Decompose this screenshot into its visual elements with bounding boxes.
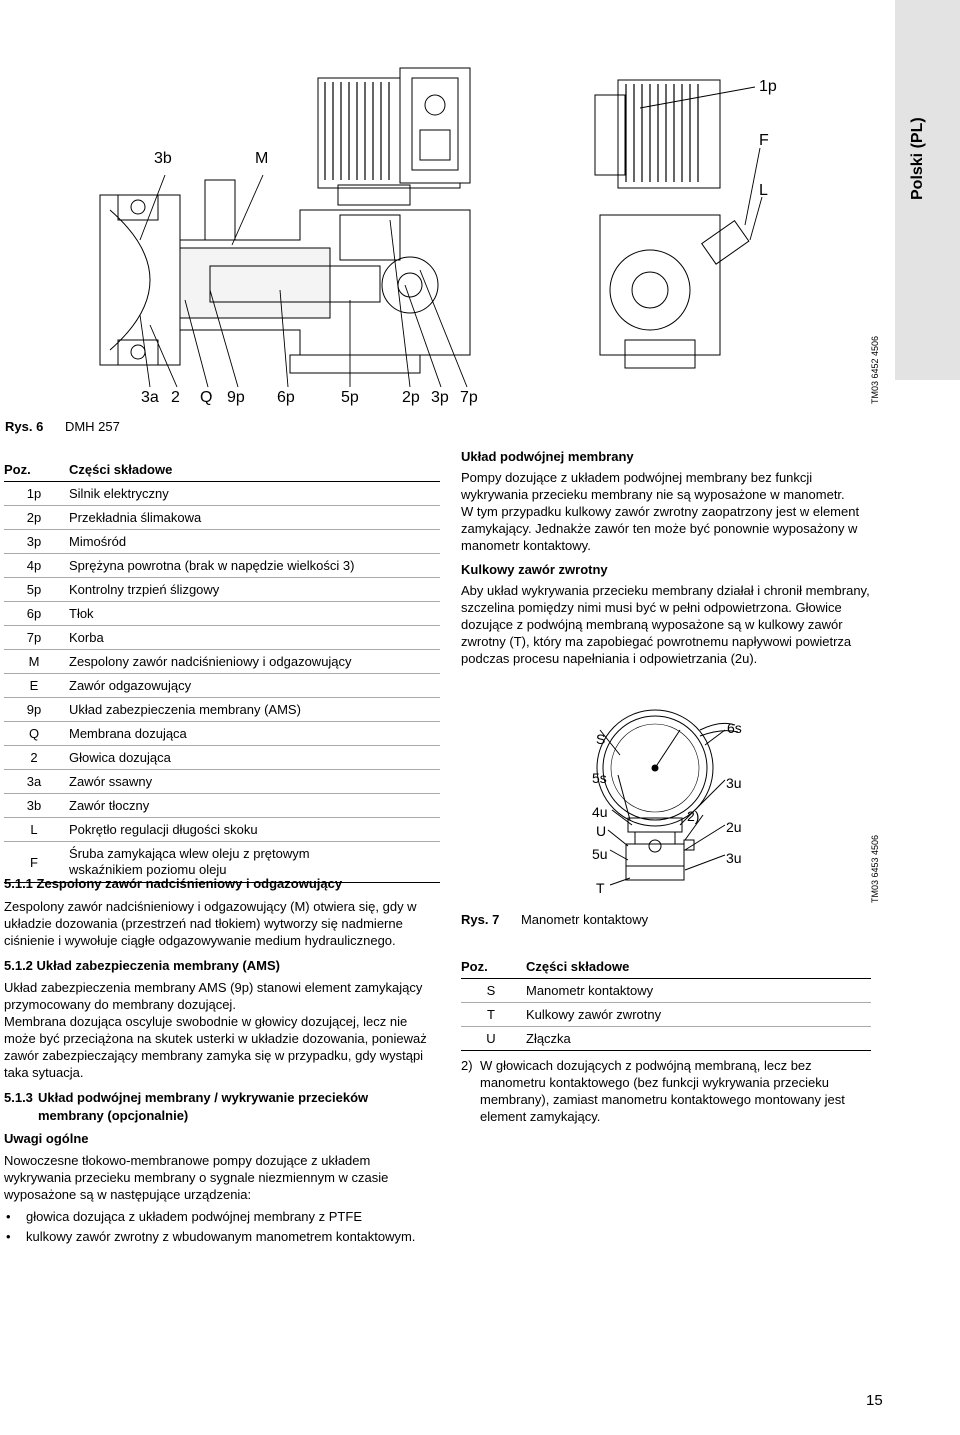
page-number: 15 — [866, 1392, 883, 1409]
fig7-caption-number: Rys. 7 — [461, 912, 500, 927]
fig7-label: 5u — [592, 846, 608, 862]
sub-heading: Kulkowy zawór zwrotny — [461, 562, 608, 577]
cell-pos: L — [4, 818, 64, 842]
fig6-label: 5p — [341, 389, 359, 406]
table-row — [4, 818, 440, 842]
table-row — [4, 626, 440, 650]
table-row — [4, 530, 440, 554]
section-number: 5.1.3 — [4, 1090, 33, 1105]
table-row — [461, 1027, 871, 1051]
list-item: • kulkowy zawór zwrotny z wbudowanym manometrem kontaktowym. — [4, 1228, 440, 1245]
fig7-caption — [461, 912, 648, 927]
section-heading: Układ podwójnej membrany — [461, 449, 634, 464]
fig7-label: T — [596, 880, 605, 896]
fig7-label: 4u — [592, 804, 608, 820]
cell-pos: 7p — [4, 626, 64, 650]
cell-pos: U — [461, 1027, 521, 1051]
cell-desc: Zawór tłoczny — [64, 794, 440, 818]
cell-desc: Tłok — [64, 602, 440, 626]
paragraph: Aby układ wykrywania przecieku membrany działał i chronił membrany, szczelina pomiędzy nimi musi być w pełni odpowietrzona. Głowice dozujące z podwójną membraną wyposażone są w kulkowy zawór zwrotny (T), który ma zapobiegać powrotnemu napływowi powietrza podczas procesu napełniania i odpowietrzania (2u). — [461, 583, 870, 666]
cell-pos: 2p — [4, 506, 64, 530]
table-header-pos: Poz. — [461, 955, 521, 979]
cell-pos: 2 — [4, 746, 64, 770]
cell-desc: Pokrętło regulacji długości skoku — [64, 818, 440, 842]
fig7-tm-code: TM03 6453 4506 — [870, 834, 880, 903]
cell-pos: 3p — [4, 530, 64, 554]
table-row — [4, 482, 440, 506]
cell-pos: F — [4, 842, 64, 883]
cell-desc: Układ zabezpieczenia membrany (AMS) — [64, 698, 440, 722]
table-row — [4, 746, 440, 770]
table-row — [4, 602, 440, 626]
cell-desc: Korba — [64, 626, 440, 650]
cell-desc: Kulkowy zawór zwrotny — [521, 1003, 871, 1027]
paragraph: Układ zabezpieczenia membrany AMS (9p) stanowi element zamykający przymocowany do membrany dozującej. — [4, 980, 423, 1012]
fig6-label: 3a — [141, 389, 159, 406]
fig7-label: 3u — [726, 850, 742, 866]
fig6-caption — [5, 419, 120, 434]
table-row — [4, 674, 440, 698]
paragraph: Nowoczesne tłokowo-membranowe pompy dozujące z układem wykrywania przecieku membrany o sygnale niezmiennym w czasie wyposażone są w następujące urządzenia: — [4, 1153, 389, 1202]
cell-pos: Q — [4, 722, 64, 746]
fig6-tm-code: TM03 6452 4506 — [870, 335, 880, 404]
fig6-caption-number: Rys. 6 — [5, 419, 44, 434]
fig6-label: 9p — [227, 389, 245, 406]
fig6-caption-text: DMH 257 — [64, 419, 120, 434]
right-text-column — [461, 449, 871, 667]
section-heading: 5.1.1 Zespolony zawór nadciśnieniowy i odgazowujący — [4, 876, 343, 891]
left-text-column — [4, 876, 440, 1245]
table-header-row — [4, 458, 440, 482]
table-header-row — [461, 955, 871, 979]
fig6-label: F — [759, 132, 769, 149]
fig6-label: Q — [200, 389, 213, 406]
fig6-label: M — [255, 150, 269, 167]
cell-desc: Głowica dozująca — [64, 746, 440, 770]
section-heading: membrany (opcjonalnie) — [38, 1108, 189, 1123]
cell-desc: Zawór ssawny — [64, 770, 440, 794]
cell-desc: Manometr kontaktowy — [521, 979, 871, 1003]
cell-pos: S — [461, 979, 521, 1003]
cell-desc: Zawór odgazowujący — [64, 674, 440, 698]
cell-desc: Kontrolny trzpień ślizgowy — [64, 578, 440, 602]
fig6-label: L — [759, 182, 768, 199]
cell-desc: Mimośród — [64, 530, 440, 554]
table-header-desc: Części składowe — [521, 955, 871, 979]
cell-pos: M — [4, 650, 64, 674]
cell-desc: Silnik elektryczny — [64, 482, 440, 506]
contact-manometer-drawing — [560, 700, 820, 900]
footnote-text: W głowicach dozujących z podwójną membraną, lecz bez manometru kontaktowego (bez funkcji wykrywania przecieku membrany), zamiast manometru kontaktowego montowany jest element zamykający. — [480, 1058, 845, 1124]
fig7-label: 6s — [727, 720, 742, 736]
fig6-label: 3p — [431, 389, 449, 406]
table-row — [461, 1003, 871, 1027]
paragraph: Pompy dozujące z układem podwójnej membrany bez funkcji wykrywania przecieku membrany nie są wyposażone w manometr. — [461, 470, 845, 502]
parts-table — [4, 458, 440, 883]
table-row — [461, 979, 871, 1003]
table-row — [4, 554, 440, 578]
section-heading-block — [4, 1090, 440, 1123]
fig7-label: 2u — [726, 819, 742, 835]
footnote-number: 2) — [461, 1058, 473, 1073]
fig6-label: 3b — [154, 150, 172, 167]
footnote — [461, 1057, 871, 1125]
table-row — [4, 506, 440, 530]
sub-heading: Uwagi ogólne — [4, 1131, 89, 1146]
cell-desc: Złączka — [521, 1027, 871, 1051]
language-tab — [895, 0, 960, 380]
section-heading: Układ podwójnej membrany / wykrywanie przecieków — [38, 1090, 369, 1105]
fig7-caption-text: Manometr kontaktowy — [520, 912, 649, 927]
pump-cross-section-drawing — [0, 0, 900, 420]
table-row — [4, 698, 440, 722]
fig6-label: 2p — [402, 389, 420, 406]
table-row — [4, 770, 440, 794]
list-item: • głowica dozująca z układem podwójnej membrany z PTFE — [4, 1208, 440, 1225]
fig7-label: 5s — [592, 770, 607, 786]
fig6-label: 2 — [171, 389, 180, 406]
cell-pos: T — [461, 1003, 521, 1027]
cell-pos: 6p — [4, 602, 64, 626]
fig7-label: 3u — [726, 775, 742, 791]
cell-desc: Przekładnia ślimakowa — [64, 506, 440, 530]
fig7-label: U — [596, 823, 607, 839]
cell-pos: 1p — [4, 482, 64, 506]
table-header-desc: Części składowe — [64, 458, 440, 482]
cell-desc: Zespolony zawór nadciśnieniowy i odgazowujący — [64, 650, 440, 674]
cell-desc: Sprężyna powrotna (brak w napędzie wielkości 3) — [64, 554, 440, 578]
cell-pos: E — [4, 674, 64, 698]
cell-pos: 3b — [4, 794, 64, 818]
table-row — [4, 578, 440, 602]
bullet-list — [4, 1208, 440, 1245]
fig6-label: 7p — [460, 389, 478, 406]
cell-pos: 9p — [4, 698, 64, 722]
cell-desc: Śruba zamykająca wlew oleju z prętowym wskaźnikiem poziomu oleju — [64, 842, 440, 883]
section-heading: 5.1.2 Układ zabezpieczenia membrany (AMS) — [4, 958, 280, 973]
fig6-label: 1p — [759, 78, 777, 95]
table-row — [4, 794, 440, 818]
manometer-parts-table — [461, 955, 871, 1051]
table-row — [4, 650, 440, 674]
table-header-pos: Poz. — [4, 458, 64, 482]
fig7-label: S — [596, 731, 606, 747]
paragraph: Membrana dozująca oscyluje swobodnie w głowicy dozującej, lecz nie może być przeciążona na skutek usterki w układzie dozowania, ponieważ zawór zabezpieczający membrany zamyka się w przypadku, gdy wystąpi taka sytuacja. — [4, 1014, 427, 1080]
cell-pos: 3a — [4, 770, 64, 794]
table-row — [4, 722, 440, 746]
cell-desc: Membrana dozująca — [64, 722, 440, 746]
paragraph: Zespolony zawór nadciśnieniowy i odgazowujący (M) otwiera się, gdy w układzie dozowania (przestrzeń nad tłokiem) wytworzy się nadmierne ciśnienie i wywołuje ciągłe odgazowywanie medium hydraulicznego. — [4, 899, 417, 948]
language-tab-label: Polski (PL) — [909, 117, 926, 200]
cell-pos: 4p — [4, 554, 64, 578]
cell-pos: 5p — [4, 578, 64, 602]
paragraph: W tym przypadku kulkowy zawór zwrotny zaopatrzony jest w element zamykający. Jednakże zawór ten może być ponownie wyposażony w manometr kontaktowy. — [461, 504, 860, 553]
fig6-label: 6p — [277, 389, 295, 406]
fig7-label: 2) — [687, 808, 700, 824]
